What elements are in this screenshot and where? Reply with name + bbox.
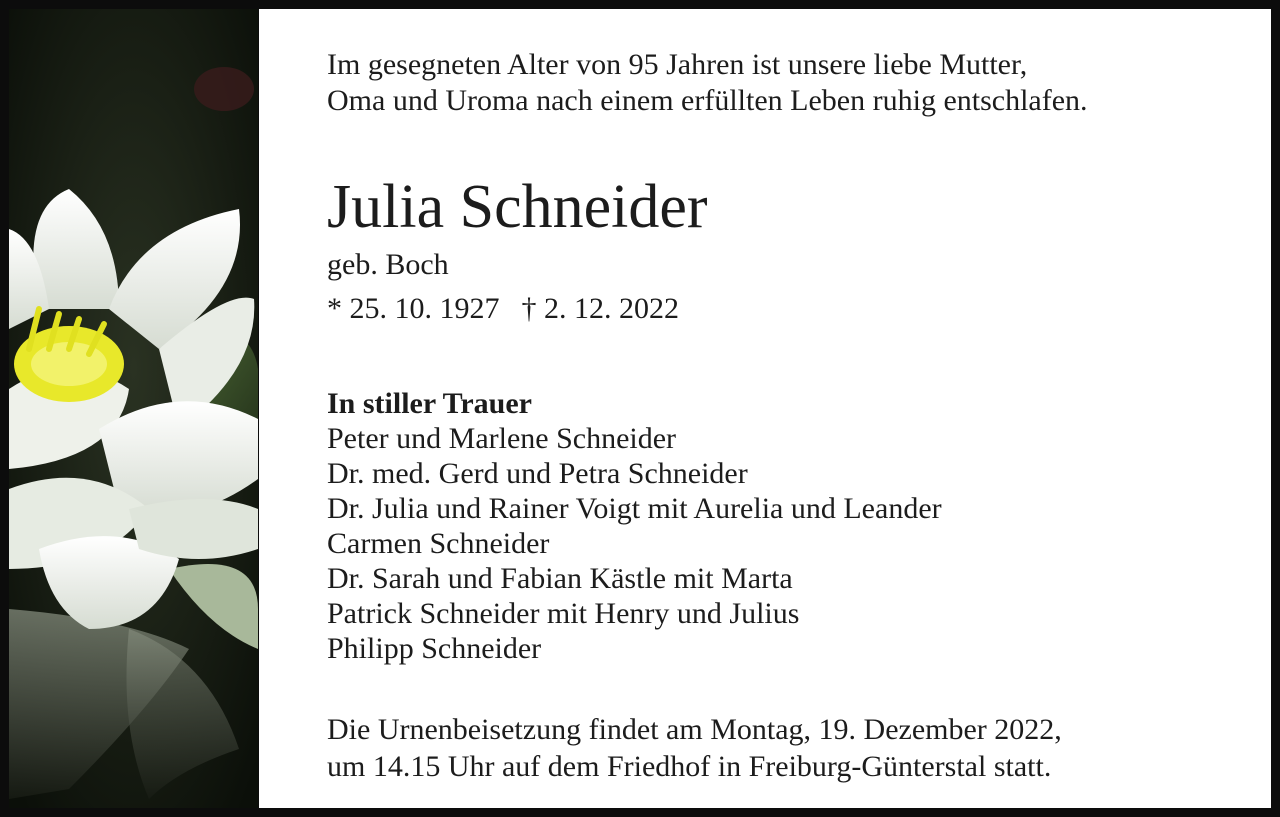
mourner-line: Patrick Schneider mit Henry und Julius — [327, 597, 800, 630]
water-lily-image — [9, 9, 258, 808]
intro-line: Oma und Uroma nach einem erfüllten Leben ruhig entschlafen. — [327, 84, 1088, 117]
mourner-line: Dr. Sarah und Fabian Kästle mit Marta — [327, 562, 793, 595]
mourner-line: Philipp Schneider — [327, 632, 542, 665]
deceased-name: Julia Schneider — [327, 173, 708, 241]
mourner-line: Peter und Marlene Schneider — [327, 422, 677, 455]
intro-text — [327, 47, 1088, 119]
life-dates — [327, 291, 679, 327]
notice-paper — [259, 9, 1271, 808]
death-date: † 2. 12. 2022 — [521, 292, 679, 325]
mourners-heading: In stiller Trauer — [327, 387, 532, 420]
mourner-line: Carmen Schneider — [327, 527, 550, 560]
mourner-line: Dr. med. Gerd und Petra Schneider — [327, 457, 748, 490]
intro-line: Im gesegneten Alter von 95 Jahren ist unsere liebe Mutter, — [327, 48, 1028, 81]
funeral-info — [327, 711, 1062, 785]
funeral-line: um 14.15 Uhr auf dem Friedhof in Freiburg-Günterstal statt. — [327, 750, 1052, 783]
funeral-line: Die Urnenbeisetzung findet am Montag, 19. Dezember 2022, — [327, 713, 1062, 746]
mourners-list — [327, 386, 942, 666]
mourner-line: Dr. Julia und Rainer Voigt mit Aurelia und Leander — [327, 492, 942, 525]
maiden-name: geb. Boch — [327, 248, 449, 281]
birth-date: * 25. 10. 1927 — [327, 292, 500, 325]
